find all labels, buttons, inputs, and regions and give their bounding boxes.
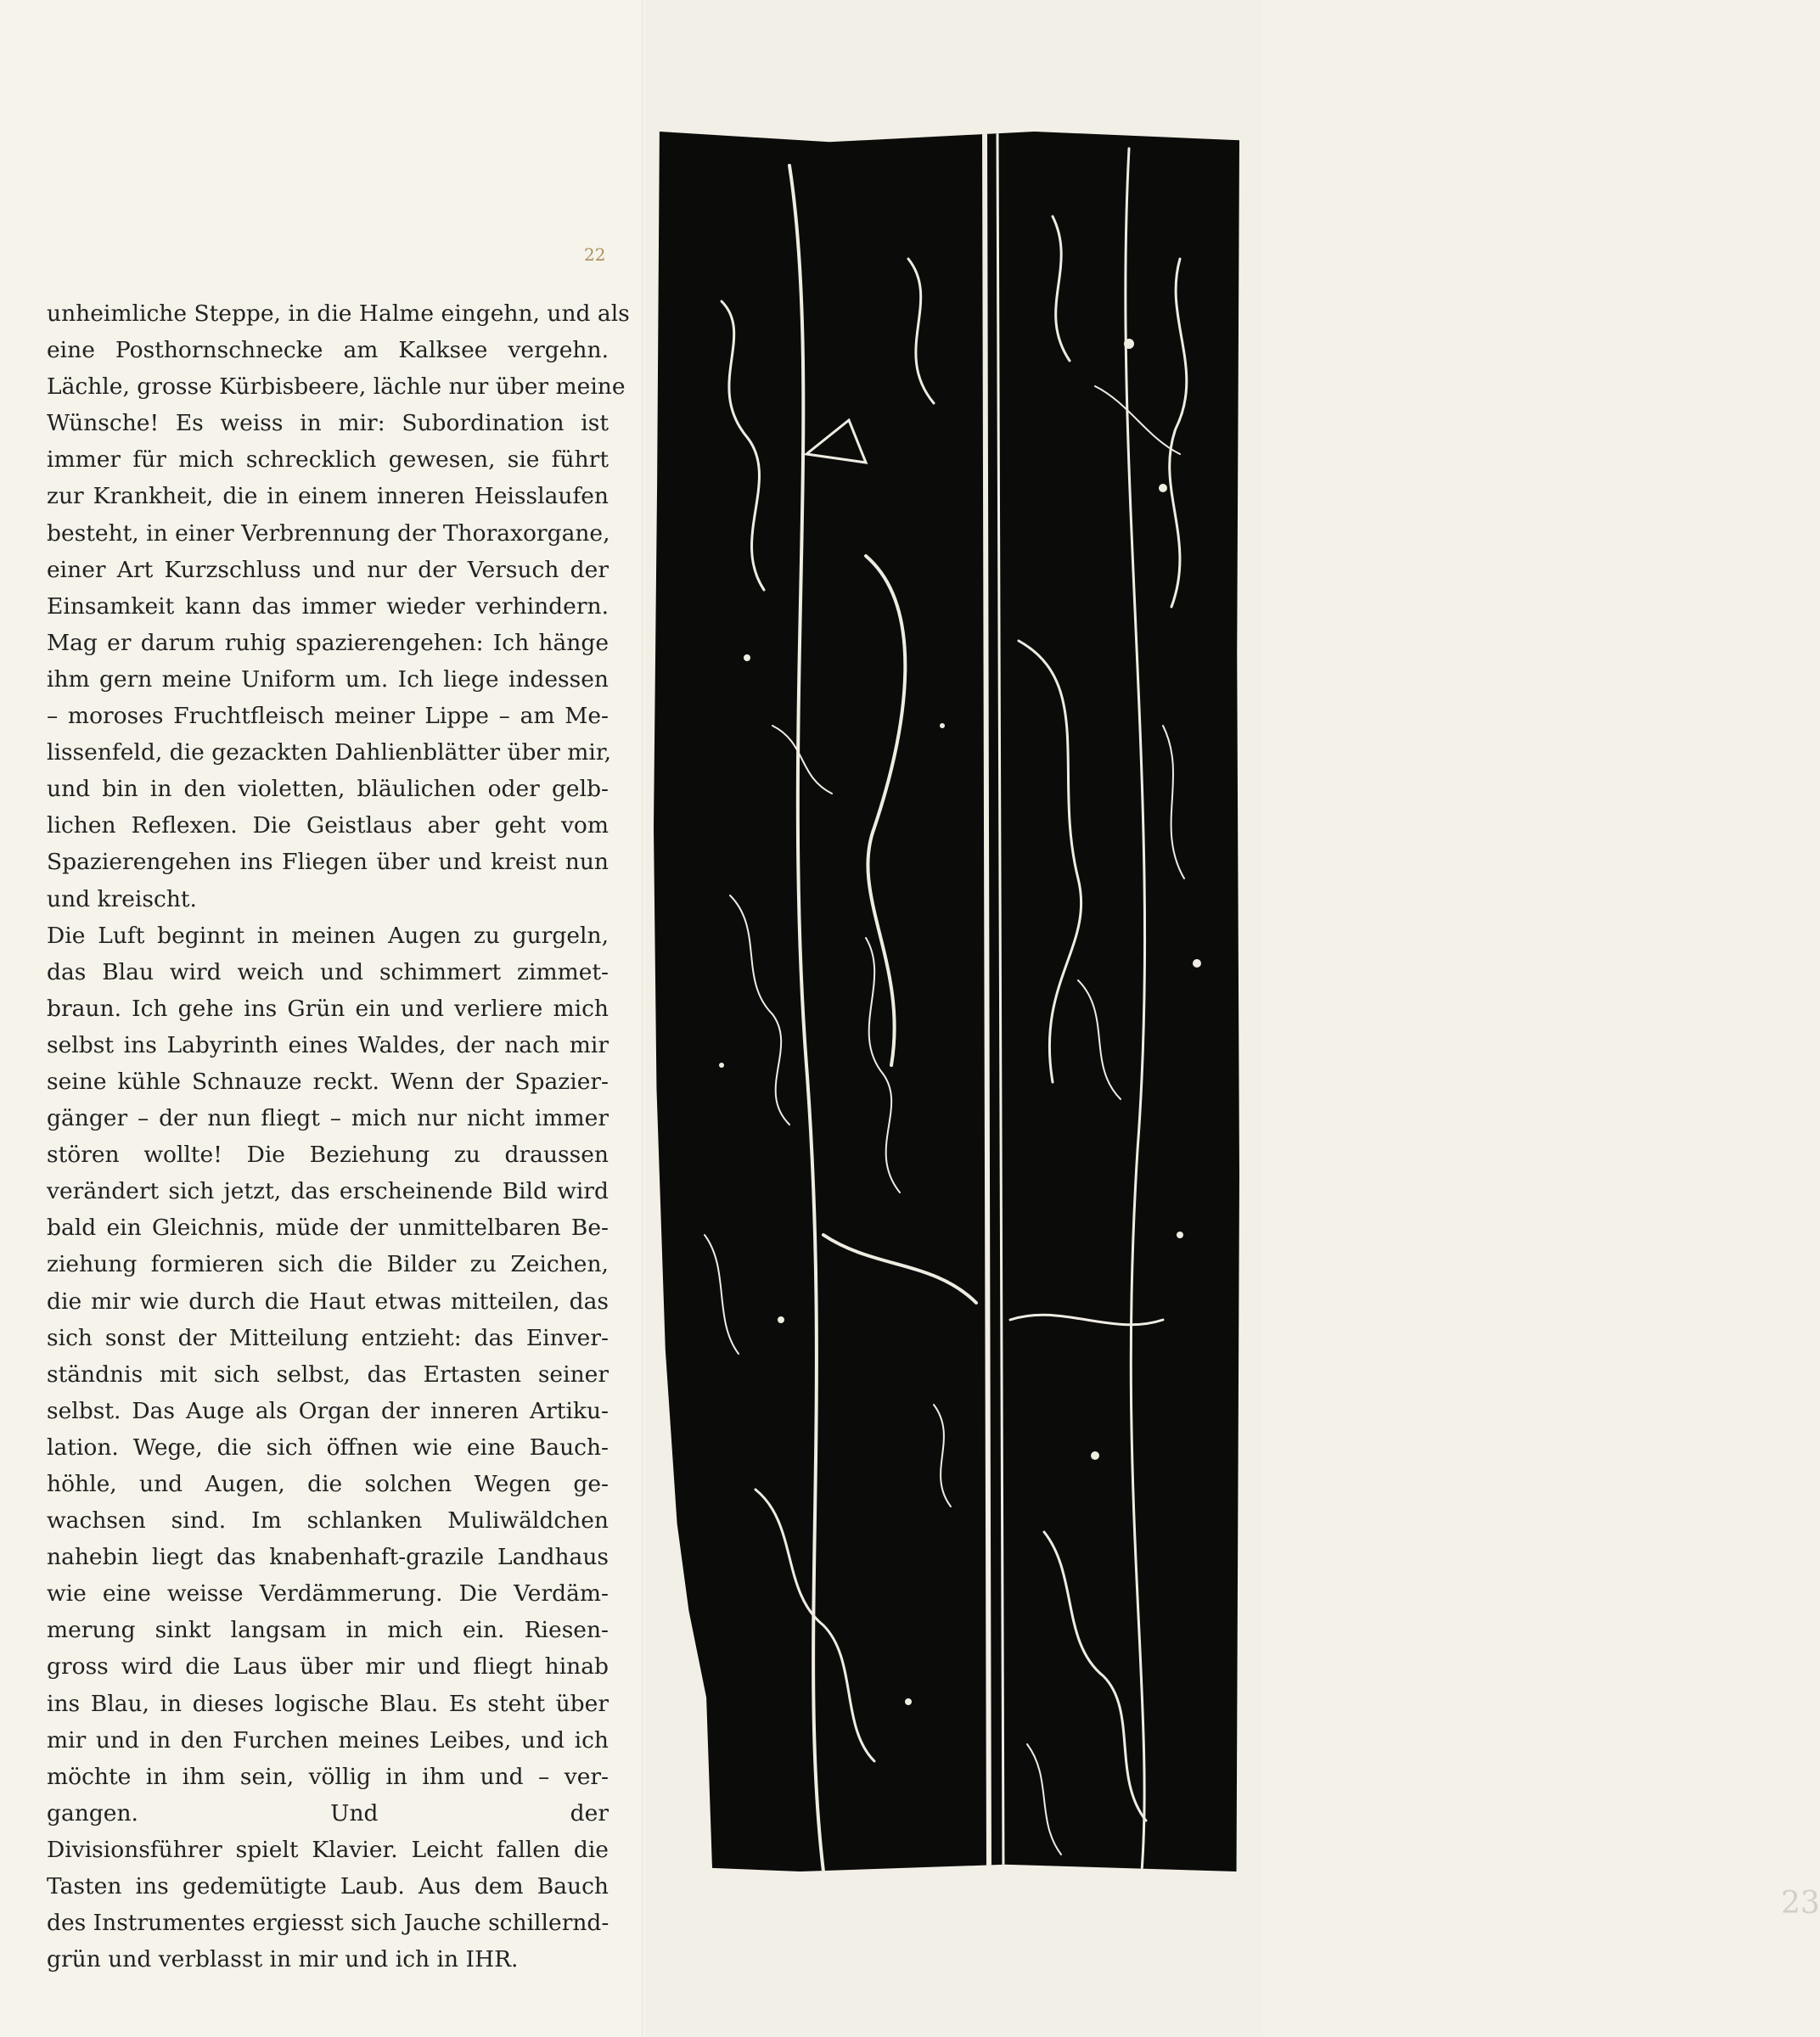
text-line: zur Krankheit, die in einem inneren Heisslaufen	[47, 483, 609, 510]
text-line: stören wollte! Die Beziehung zu draussen	[47, 1142, 609, 1169]
text-line: ins Blau, in dieses logische Blau. Es steht über	[47, 1690, 609, 1717]
woodcut-illustration	[654, 132, 1239, 1871]
text-line: des Instrumentes ergiesst sich Jauche schillernd-	[47, 1910, 609, 1937]
text-line: ihm gern meine Uniform um. Ich liege indessen	[47, 665, 609, 693]
left-page	[0, 0, 645, 2037]
text-line: und kreischt.	[47, 885, 197, 912]
text-line: eine Posthornschnecke am Kalksee vergehn.	[47, 337, 609, 364]
text-line: das Blau wird weich und schimmert zimmet-	[47, 958, 609, 985]
page-number-right: 23	[1781, 1886, 1820, 1921]
text-line: möchte in ihm sein, völlig in ihm und – ver-	[47, 1763, 609, 1790]
text-line: merung sinkt langsam in mich ein. Riesen-	[47, 1617, 609, 1644]
text-line: Spazierengehen ins Fliegen über und kreist nun	[47, 849, 609, 876]
body-text	[47, 295, 630, 1978]
text-line: einer Art Kurzschluss und nur der Versuch der	[47, 556, 609, 583]
text-line: selbst. Das Auge als Organ der inneren Artiku-	[47, 1397, 609, 1424]
text-line: – moroses Fruchtfleisch meiner Lippe – am Me-	[47, 703, 609, 730]
text-line: mir und in den Furchen meines Leibes, und ich	[47, 1726, 609, 1754]
text-line: die mir wie durch die Haut etwas mitteilen, das	[47, 1288, 609, 1315]
text-line: lichen Reflexen. Die Geistlaus aber geht vom	[47, 812, 609, 839]
text-line: seine kühle Schnauze reckt. Wenn der Spazier-	[47, 1068, 609, 1095]
text-line: wachsen sind. Im schlanken Muliwäldchen	[47, 1507, 609, 1535]
woodcut-artwork	[654, 132, 1239, 1871]
page-number-left: 22	[584, 244, 606, 265]
text-line: sich sonst der Mitteilung entzieht: das Einver-	[47, 1324, 609, 1351]
text-line: Lächle, grosse Kürbisbeere, lächle nur über meine	[47, 373, 626, 401]
text-line: lissenfeld, die gezackten Dahlienblätter über mir,	[47, 739, 612, 766]
text-line: immer für mich schrecklich gewesen, sie führt	[47, 446, 609, 474]
text-line: Wünsche! Es weiss in mir: Subordination ist	[47, 410, 609, 437]
text-line: ziehung formieren sich die Bilder zu Zeichen,	[47, 1251, 609, 1278]
text-line: und bin in den violetten, bläulichen oder gelb-	[47, 776, 609, 803]
text-line: Tasten ins gedemütigte Laub. Aus dem Bauch	[47, 1873, 609, 1900]
text-line: wie eine weisse Verdämmerung. Die Verdäm-	[47, 1580, 609, 1608]
text-line: Divisionsführer spielt Klavier. Leicht fallen die	[47, 1836, 609, 1863]
text-line: nahebin liegt das knabenhaft-grazile Landhaus	[47, 1544, 609, 1571]
text-line: gänger – der nun fliegt – mich nur nicht immer	[47, 1105, 609, 1132]
text-line: ständnis mit sich selbst, das Ertasten seiner	[47, 1361, 609, 1388]
text-line: besteht, in einer Verbrennung der Thoraxorgane,	[47, 519, 610, 547]
text-line: gangen. Und der	[47, 1799, 609, 1827]
text-line: lation. Wege, die sich öffnen wie eine Bauch-	[47, 1434, 609, 1461]
text-line: braun. Ich gehe ins Grün ein und verliere mich	[47, 995, 609, 1022]
text-line: bald ein Gleichnis, müde der unmittelbaren Be-	[47, 1215, 609, 1242]
text-line: Mag er darum ruhig spazierengehen: Ich hänge	[47, 629, 609, 656]
text-line: unheimliche Steppe, in die Halme eingehn, und als	[47, 300, 630, 327]
text-line: verändert sich jetzt, das erscheinende Bild wird	[47, 1178, 609, 1205]
text-line: grün und verblasst in mir und ich in IHR.	[47, 1946, 519, 1973]
text-line: Die Luft beginnt in meinen Augen zu gurgeln,	[47, 922, 609, 949]
text-line: Einsamkeit kann das immer wieder verhindern.	[47, 592, 609, 620]
text-line: selbst ins Labyrinth eines Waldes, der nach mir	[47, 1031, 609, 1058]
text-line: höhle, und Augen, die solchen Wegen ge-	[47, 1471, 609, 1497]
text-line: gross wird die Laus über mir und fliegt hinab	[47, 1653, 609, 1681]
